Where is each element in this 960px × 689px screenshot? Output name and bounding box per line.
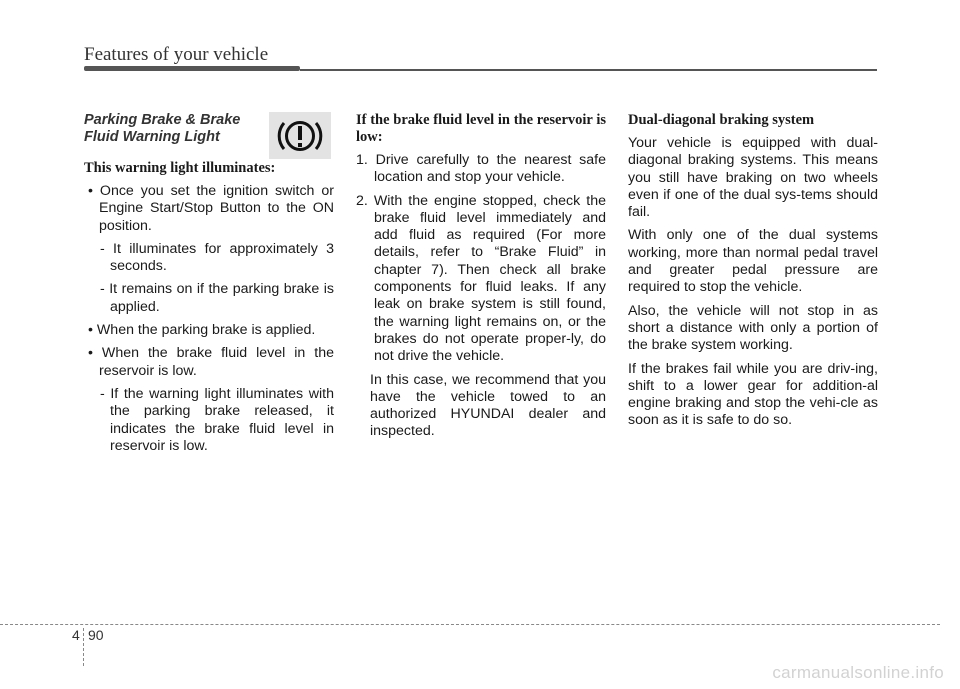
paragraph: With only one of the dual systems working, more than normal pedal travel and greater pedal pressure are required to stop the vehicle. — [628, 227, 878, 296]
column-2 — [356, 112, 606, 441]
bullet-item: • Once you set the ignition switch or Engine Start/Stop Button to the ON position. — [88, 183, 334, 234]
footer-divider — [0, 624, 940, 625]
footer-vertical-divider — [83, 628, 84, 666]
chapter-number: 4 — [72, 627, 80, 643]
dash-item: - If the warning light illuminates with the parking brake released, it indicates the brake fluid level in reservoir is low. — [100, 385, 334, 454]
warning-light-symbol — [269, 112, 331, 159]
numbered-item: 1. Drive carefully to the nearest safe location and stop your vehicle. — [356, 152, 606, 186]
header-rule-thick — [84, 66, 300, 71]
brake-warning-exclamation-icon — [273, 115, 327, 157]
dash-item: - It remains on if the parking brake is applied. — [100, 281, 334, 315]
subheading: If the brake fluid level in the reservoir is low: — [356, 112, 606, 145]
paragraph: In this case, we recommend that you have the vehicle towed to an authorized HYUNDAI dealer and inspected. — [370, 371, 606, 440]
header-rule-thin — [300, 69, 877, 71]
column-1 — [84, 112, 334, 455]
page-number: 90 — [88, 627, 104, 643]
section-title: Parking Brake & Brake Fluid Warning Light — [84, 112, 241, 145]
subheading: Dual-diagonal braking system — [628, 112, 815, 128]
page-header-title: Features of your vehicle — [84, 44, 269, 65]
numbered-item: 2. With the engine stopped, check the brake fluid level immediately and add fluid as required (For more details, refer to “Brake Fluid” in chapter 7). Then check all brake components for fluid leaks. If any leak on brake system is still found, the warning light remains on, or the brakes do not operate proper-ly, do not drive the vehicle. — [356, 192, 606, 365]
column-3 — [628, 112, 878, 430]
paragraph: Your vehicle is equipped with dual-diagonal braking systems. This means you still have braking on two wheels even if one of the dual sys-tems should fail. — [628, 135, 878, 221]
subheading: This warning light illuminates: — [84, 160, 276, 176]
paragraph: Also, the vehicle will not stop in as short a distance with only a portion of the brake system working. — [628, 302, 878, 354]
watermark: carmanualsonline.info — [772, 663, 944, 682]
bullet-item: • When the parking brake is applied. — [88, 322, 316, 339]
dash-item: - It illuminates for approximately 3 seconds. — [100, 240, 334, 275]
paragraph: If the brakes fail while you are driv-ing, shift to a lower gear for addition-al engine braking and stop the vehi-cle as soon as it is safe to do so. — [628, 360, 878, 429]
bullet-item: • When the brake fluid level in the reservoir is low. — [88, 345, 334, 379]
